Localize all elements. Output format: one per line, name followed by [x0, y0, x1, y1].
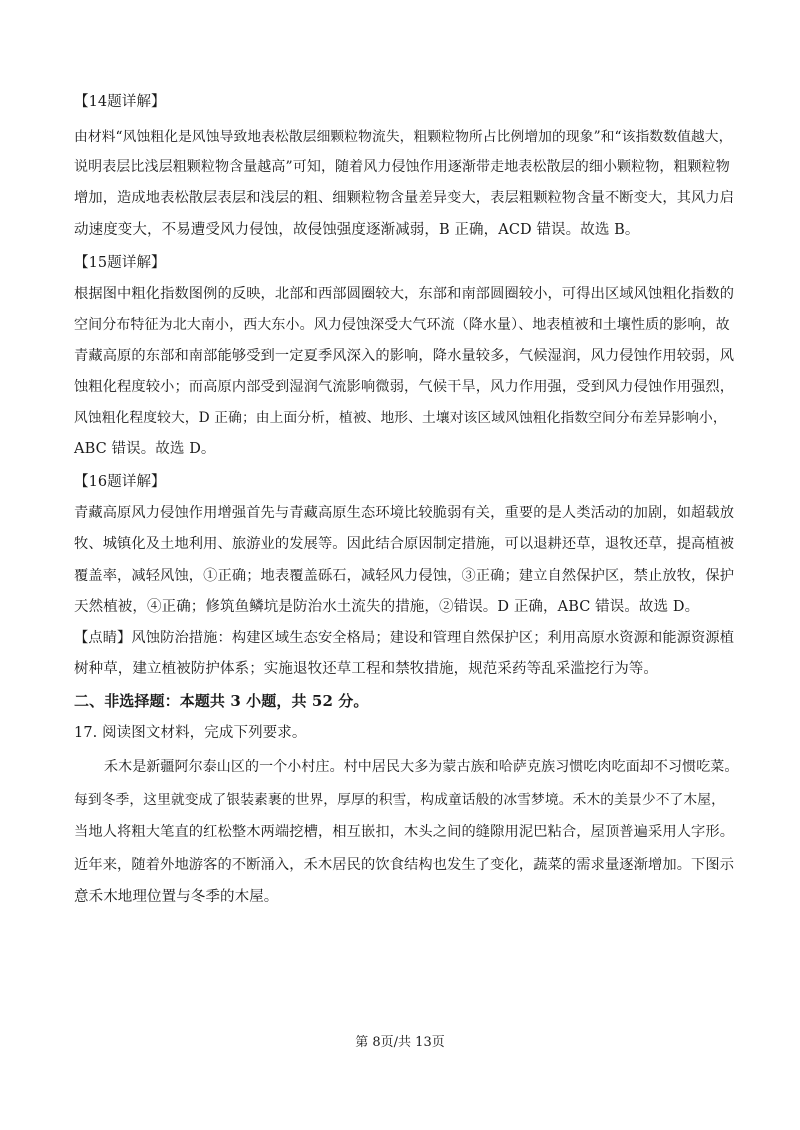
q14-line-2: 说明表层比浅层粗颗粒物含量越高”可知，随着风力侵蚀作用逐渐带走地表松散层的细小颗粒物，粗颗粒物	[74, 159, 730, 175]
q16-line-3: 覆盖率，减轻风蚀，①正确；地表覆盖砾石，减轻风力侵蚀，③正确；建立自然保护区，禁止放牧，保护	[74, 568, 735, 584]
q15-line-5: 风蚀粗化程度较大，D 正确；由上面分析，植被、地形、土壤对该区域风蚀粗化指数空间分布差异影响小，	[74, 410, 727, 426]
q14-line-3: 增加，造成地表松散层表层和浅层的粗、细颗粒物含量差异变大，表层粗颗粒物含量不断变大，其风力启	[74, 190, 735, 206]
q16-line-4: 天然植被，④正确；修筑鱼鳞坑是防治水土流失的措施，②错误。D 正确，ABC 错误。故选 D。	[74, 599, 700, 615]
q16-line-2: 牧、城镇化及土地利用、旅游业的发展等。因此结合原因制定措施，可以退耕还草，退牧还草，提高植被	[74, 536, 735, 552]
q15-heading: 【15题详解】	[74, 255, 166, 271]
q15-line-6: ABC 错误。故选 D。	[74, 441, 216, 457]
q16-line-1: 青藏高原风力侵蚀作用增强首先与青藏高原生态环境比较脆弱有关，重要的是人类活动的加剧，如超载放	[74, 505, 735, 521]
q17-para-line-5: 意禾木地理位置与冬季的木屋。	[74, 889, 279, 905]
q14-heading: 【14题详解】	[74, 94, 166, 110]
tip-text-1: 风蚀防治措施：构建区域生态安全格局；建设和管理自然保护区；利用高原水资源和能源资源植	[131, 630, 735, 646]
q16-heading: 【16题详解】	[74, 474, 166, 490]
q15-line-4: 蚀粗化程度较小；而高原内部受到湿润气流影响微弱，气候干旱，风力作用强，受到风力侵蚀作用强烈，	[74, 379, 735, 395]
section-title: 二、非选择题：本题共 3 小题，共 52 分。	[74, 692, 369, 710]
q15-line-3: 青藏高原的东部和南部能够受到一定夏季风深入的影响，降水量较多，气候湿润，风力侵蚀作用较弱，风	[74, 348, 735, 364]
tip-line-1	[74, 628, 734, 648]
q14-line-1: 由材料“风蚀粗化是风蚀导致地表松散层细颗粒物流失，粗颗粒物所占比例增加的现象”和“该指数数值越大，	[74, 129, 733, 145]
page-number: 第 8页/共 13页	[355, 1035, 445, 1050]
q17-para-line-1: 禾木是新疆阿尔泰山区的一个小村庄。村中居民大多为蒙古族和哈萨克族习惯吃肉吃面却不习惯吃菜。	[104, 759, 739, 775]
tip-line-2: 树种草，建立植被防护体系；实施退牧还草工程和禁牧措施，规范采药等乱采滥挖行为等。	[74, 661, 658, 677]
tip-heading: 【点睛】	[74, 630, 132, 646]
q17-para-line-4: 近年来，随着外地游客的不断涌入，禾木居民的饮食结构也发生了变化，蔬菜的需求量逐渐增加。下图示	[74, 857, 735, 873]
q17-para-line-2: 每到冬季，这里就变成了银装素裹的世界，厚厚的积雪，构成童话般的冰雪梦境。禾木的美景少不了木屋，	[74, 792, 725, 808]
q15-line-1: 根据图中粗化指数图例的反映，北部和西部圆圈较大，东部和南部圆圈较小，可得出区域风蚀粗化指数的	[74, 286, 735, 302]
q17-prompt: 17. 阅读图文材料，完成下列要求。	[74, 725, 307, 741]
q15-line-2: 空间分布特征为北大南小，西大东小。风力侵蚀深受大气环流（降水量）、地表植被和土壤性质的影响，故	[74, 317, 730, 333]
q14-line-4: 动速度变大，不易遭受风力侵蚀，故侵蚀强度逐渐减弱，B 正确，ACD 错误。故选 B。	[74, 222, 640, 238]
q17-para-line-3: 当地人将粗大笔直的红松整木两端挖槽，相互嵌扣，木头之间的缝隙用泥巴粘合，屋顶普遍采用人字形。	[74, 824, 735, 840]
